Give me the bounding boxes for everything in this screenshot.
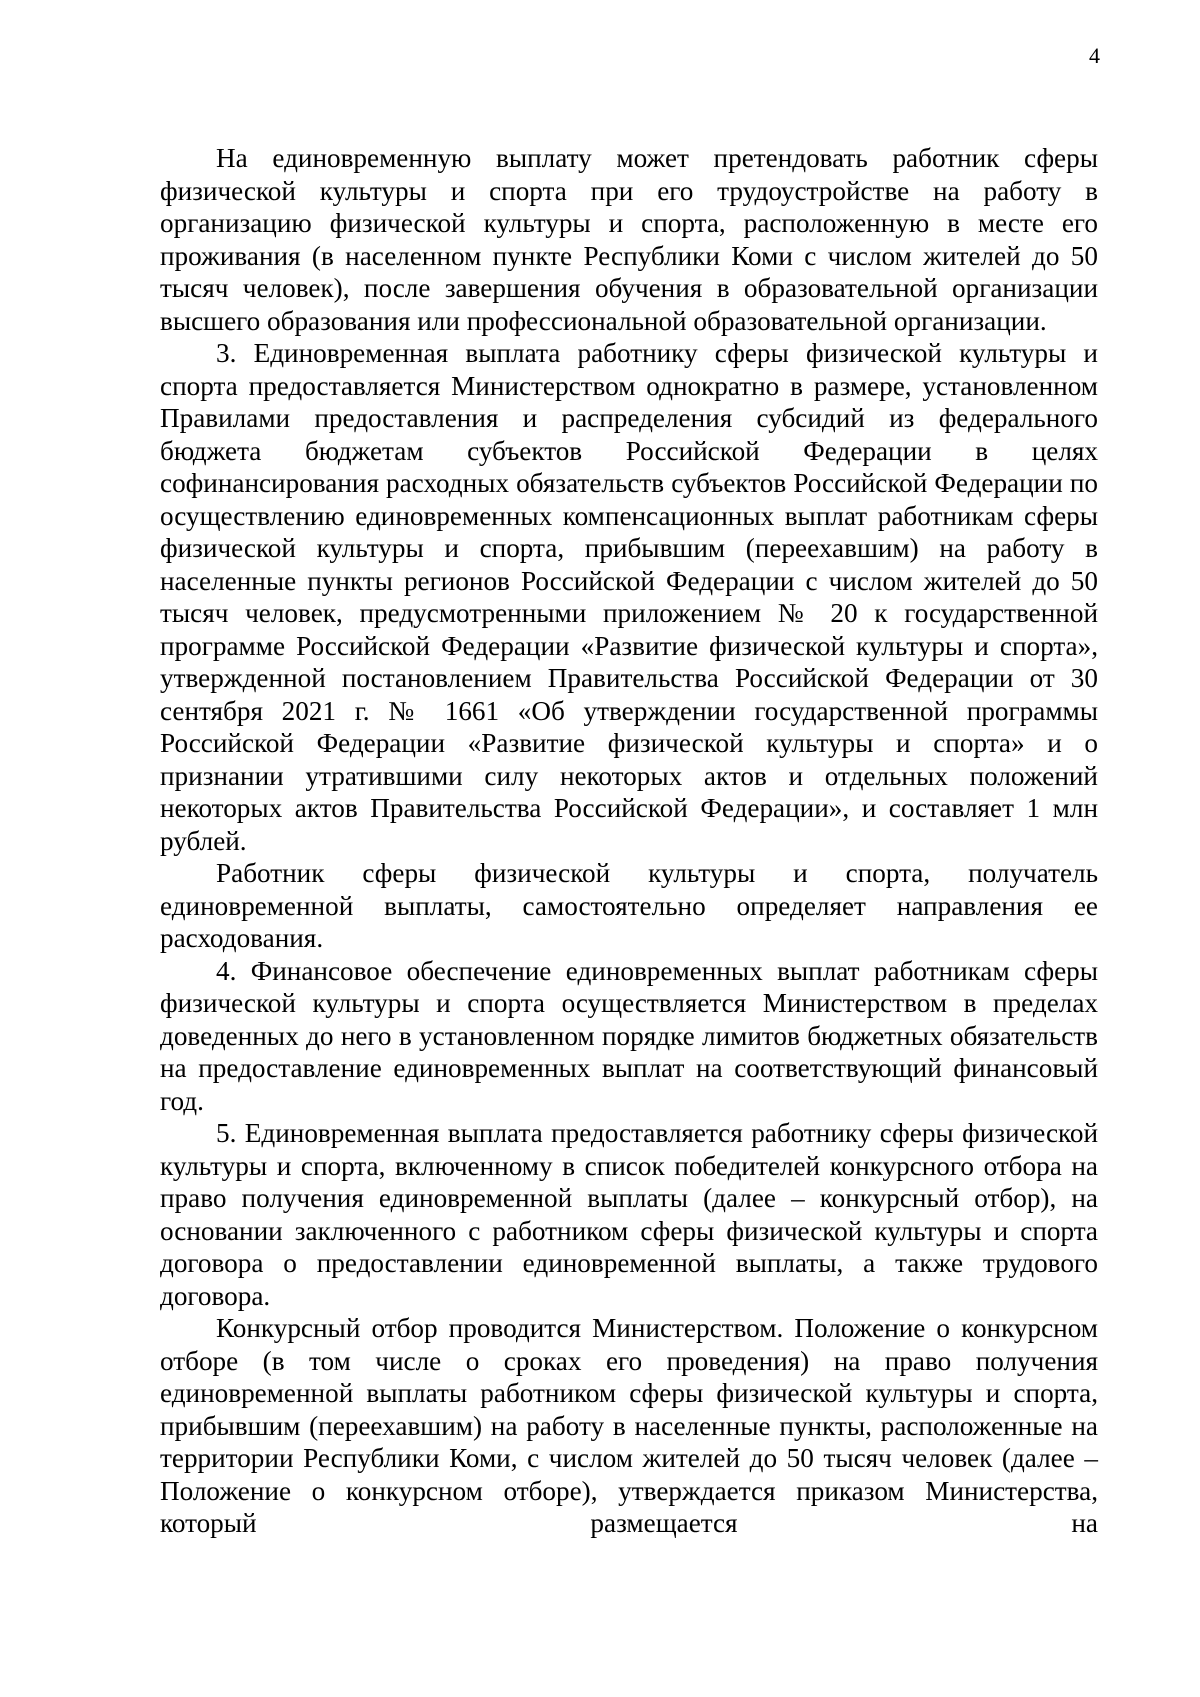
paragraph-3-payment-amount: 3. Единовременная выплата работнику сферы физической культуры и спорта предоставляется Министерством однократно в размере, установленном Правилами предоставления и распределения субсидий из федерального бюджета бюджетам субъектов Российской Федерации в целях софинансирования расходных обязательств субъектов Российской Федерации по осуществлению единовременных компенсационных выплат работникам сферы физической культуры и спорта, прибывшим (переехавшим) на работу в населенные пункты регионов Российской Федерации с числом жителей до 50 тысяч человек, предусмотренными приложением № 20 к государственной программе Российской Федерации «Развитие физической культуры и спорта», утвержденной постановлением Правительства Российской Федерации от 30 сентября 2021 г. № 1661 «Об утверждении государственной программы Российской Федерации «Развитие физической культуры и спорта» и о признании утратившими силу некоторых актов и отдельных положений некоторых актов Правительства Российской Федерации», и составляет 1 млн рублей.: [160, 338, 1098, 856]
paragraph-5-selection: 5. Единовременная выплата предоставляется работнику сферы физической культуры и спорта, включенному в список победителей конкурсного отбора на право получения единовременной выплаты (далее – конкурсный отбор), на основании заключенного с работником сферы физической культуры и спорта договора о предоставлении единовременной выплаты, а также трудового договора.: [160, 1118, 1098, 1311]
paragraph-competition-procedure: Конкурсный отбор проводится Министерством. Положение о конкурсном отборе (в том числе о сроках его проведения) на право получения единовременной выплаты работником сферы физической культуры и спорта, прибывшим (переехавшим) на работу в населенные пункты, расположенные на территории Республики Коми, с числом жителей до 50 тысяч человек (далее – Положение о конкурсном отборе), утверждается приказом Министерства, который размещается на: [160, 1313, 1098, 1538]
document-body: [160, 142, 1098, 1540]
page-number: 4: [1089, 43, 1100, 68]
paragraph-recipient-spending: Работник сферы физической культуры и спорта, получатель единовременной выплаты, самостоятельно определяет направления ее расходования.: [160, 858, 1098, 953]
paragraph-eligibility: На единовременную выплату может претендовать работник сферы физической культуры и спорта при его трудоустройстве на работу в организацию физической культуры и спорта, расположенную в месте его проживания (в населенном пункте Республики Коми с числом жителей до 50 тысяч человек), после завершения обучения в образовательной организации высшего образования или профессиональной образовательной организации.: [160, 143, 1098, 336]
paragraph-4-financing: 4. Финансовое обеспечение единовременных выплат работникам сферы физической культуры и спорта осуществляется Министерством в пределах доведенных до него в установленном порядке лимитов бюджетных обязательств на предоставление единовременных выплат на соответствующий финансовый год.: [160, 955, 1098, 1116]
